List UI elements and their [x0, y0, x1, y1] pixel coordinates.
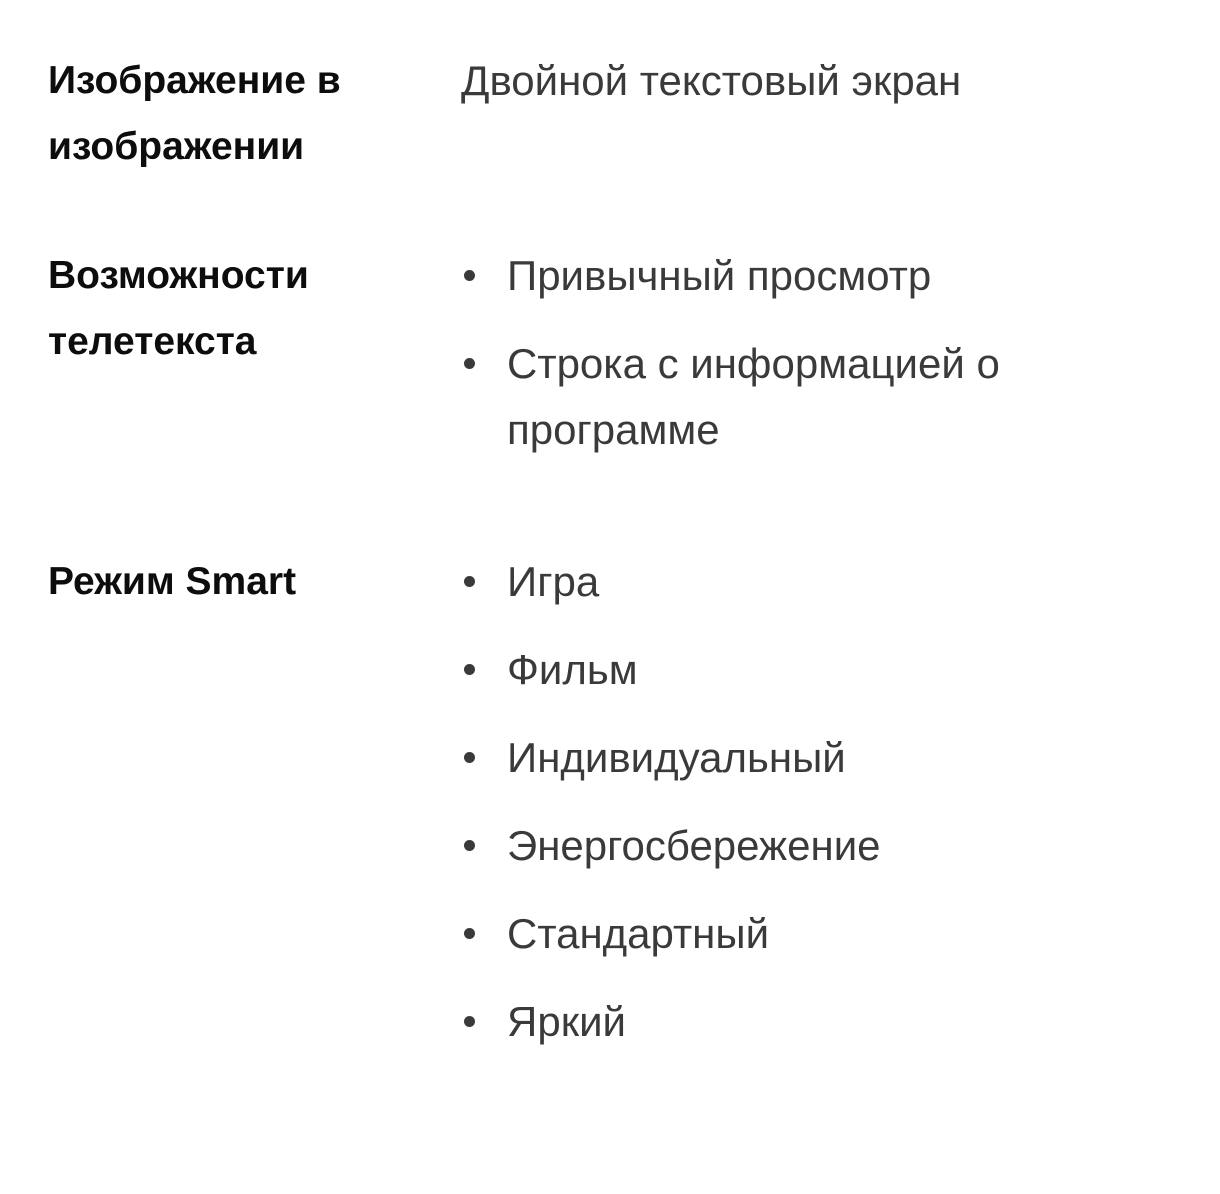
bullet-icon — [464, 664, 475, 675]
bullet-icon — [464, 576, 475, 587]
list-item — [461, 637, 1161, 703]
list-item-text: Игра — [507, 558, 600, 605]
list-item — [461, 813, 1161, 879]
list-item-text: Индивидуальный — [507, 734, 846, 781]
spec-label: Возможности телетекста — [48, 254, 309, 363]
list-item — [461, 331, 1161, 463]
bullet-icon — [464, 1016, 475, 1027]
list-item — [461, 725, 1161, 791]
list-item — [461, 243, 1161, 309]
bullet-icon — [464, 752, 475, 763]
spec-value-list — [461, 243, 1161, 485]
list-item-text: Привычный просмотр — [507, 252, 932, 299]
spec-value: Двойной текстовый экран — [461, 57, 962, 104]
spec-value-list — [461, 549, 1161, 1077]
list-item-text: Стандартный — [507, 910, 770, 957]
list-item-text: Яркий — [507, 998, 626, 1045]
spec-label: Режим Smart — [48, 560, 297, 603]
list-item — [461, 549, 1161, 615]
list-item-text: Энергосбережение — [507, 822, 881, 869]
list-item — [461, 901, 1161, 967]
list-item-text: Фильм — [507, 646, 638, 693]
bullet-icon — [464, 928, 475, 939]
list-item — [461, 989, 1161, 1055]
spec-label: Изображение в изображении — [48, 59, 341, 168]
bullet-icon — [464, 840, 475, 851]
bullet-icon — [464, 270, 475, 281]
list-item-text: Строка с информацией о программе — [507, 340, 1000, 453]
bullet-icon — [464, 358, 475, 369]
